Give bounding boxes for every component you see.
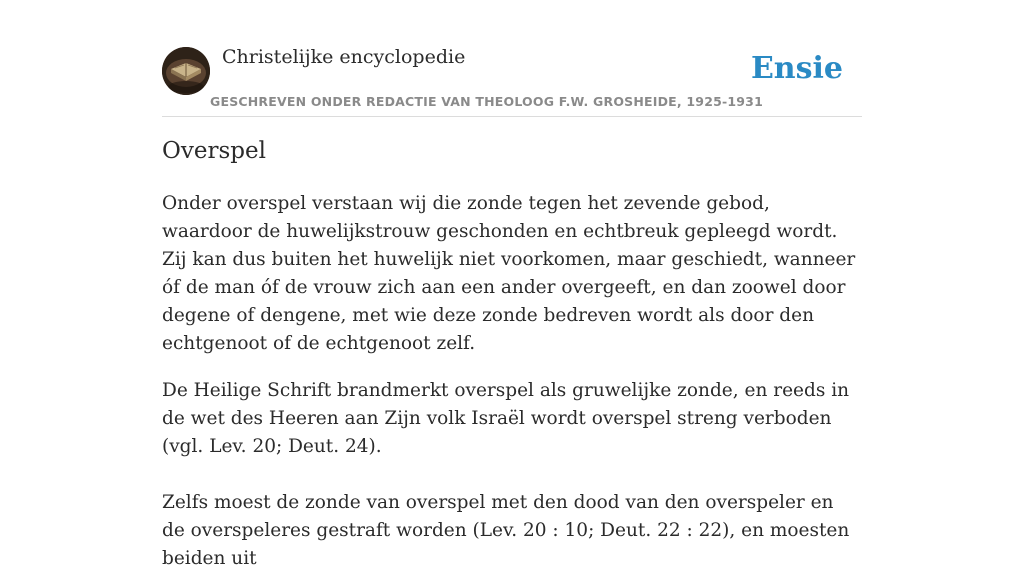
avatar[interactable] (162, 47, 210, 95)
open-book-icon (162, 47, 210, 95)
article-paragraph: Zelfs moest de zonde van overspel met den dood van den overspeler en de overspeleres gestraft worden (Lev. 20 : 10; Deut. 22 : 22), en moesten beiden uit (162, 492, 850, 569)
site-header (162, 44, 862, 117)
site-title[interactable]: Christelijke encyclopedie (222, 46, 466, 68)
article-paragraph: De Heilige Schrift brandmerkt overspel als gruwelijke zonde, en reeds in de wet des Heeren aan Zijn volk Israël wordt overspel streng verboden (vgl. Lev. 20; Deut. 24). (162, 380, 850, 457)
site-subtitle: GESCHREVEN ONDER REDACTIE VAN THEOLOOG F.W. GROSHEIDE, 1925-1931 (210, 94, 763, 109)
brand-logo[interactable]: Ensie (750, 51, 843, 86)
article (162, 138, 862, 573)
page-title: Overspel (162, 138, 266, 164)
article-paragraph: Onder overspel verstaan wij die zonde tegen het zevende gebod, waardoor de huwelijkstrouw geschonden en echtbreuk gepleegd wordt. Zij kan dus buiten het huwelijk niet voorkomen, maar geschiedt, wanneer óf de man óf de vrouw zich aan een ander overgeeft, en dan zoowel door degene of dengene, met wie deze zonde bedreven wordt als door den echtgenoot of de echtgenoot zelf. (162, 193, 856, 354)
